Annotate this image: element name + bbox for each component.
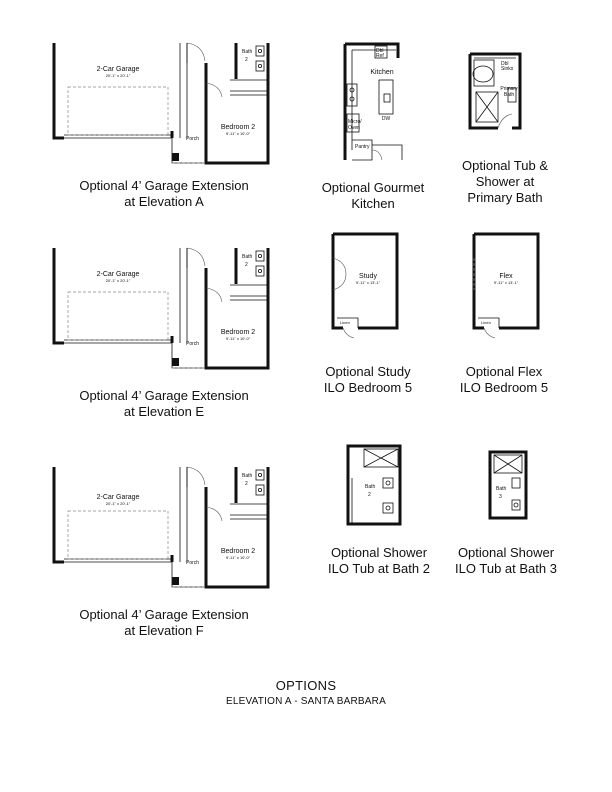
dbl-label: Dbl [376,48,384,54]
flex-plan [474,234,538,338]
porch-label: Porch [186,560,200,566]
bath-label: Bath [503,92,515,98]
bedroom-label: Bedroom 2 [220,124,256,131]
bath-label: Bath [496,486,507,492]
garage-label: 2-Car Garage [96,494,140,501]
study-label: Study [359,273,377,280]
bath-number: 2 [368,492,371,498]
garage-label: 2-Car Garage [96,66,140,73]
bedroom-dimension: 9'-11" x 10'-0" [225,336,251,341]
primary-bath-plan [470,54,520,128]
garage-dimension: 20'-1" x 20'-1" [105,278,131,283]
linen-label: Linen [340,320,350,325]
bath-number: 3 [499,494,502,500]
caption-garage-f: Optional 4’ Garage Extension at Elevation F [79,607,249,638]
primary-label: Primary [500,86,518,92]
sinks-label: Sinks [501,66,514,72]
garage-dimension: 20'-1" x 20'-1" [105,73,131,78]
micro-label: Micro/ [348,119,362,125]
elevation-subtitle: ELEVATION A - SANTA BARBARA [226,696,386,707]
garage-dimension: 20'-1" x 20'-1" [105,501,131,506]
options-title: OPTIONS [275,678,337,693]
bath3-shower-plan [490,452,526,518]
bath-number: 2 [245,57,248,63]
bath-label: Bath [365,484,376,490]
caption-flex: Optional Flex ILO Bedroom 5 [459,364,549,395]
caption-bath2-shower: Optional Shower ILO Tub at Bath 2 [328,545,430,576]
garage-label: 2-Car Garage [96,271,140,278]
kitchen-label: Kitchen [370,69,394,76]
bedroom-dimension: 9'-11" x 10'-0" [225,555,251,560]
caption-garage-e: Optional 4’ Garage Extension at Elevation E [79,388,249,419]
caption-garage-a: Optional 4’ Garage Extension at Elevation A [79,178,249,209]
caption-study: Optional Study ILO Bedroom 5 [323,364,413,395]
caption-gourmet-kitchen: Optional Gourmet Kitchen [321,180,425,211]
bath-number: 2 [245,262,248,268]
ref-label: Ref [376,53,384,59]
bedroom-label: Bedroom 2 [220,548,256,555]
porch-label: Porch [186,136,200,142]
bath2-shower-plan [348,446,400,524]
bedroom-label: Bedroom 2 [220,329,256,336]
oven-label: Oven [348,125,360,131]
garage-extension-elevation-f-plan [54,467,268,587]
dw-label: DW [381,116,391,122]
study-plan [333,234,397,338]
dbl-sinks-label: Dbl [501,61,509,67]
bath-label: Bath [242,254,253,260]
pantry-label: Pantry [355,144,370,150]
linen-label: Linen [481,320,491,325]
study-dimension: 9'-11" x 13'-1" [355,280,381,285]
garage-extension-elevation-e-plan [54,248,268,368]
garage-extension-elevation-a-plan [54,43,268,163]
bedroom-dimension: 9'-11" x 10'-0" [225,131,251,136]
caption-primary-bath: Optional Tub & Shower at Primary Bath [462,158,548,205]
bath-label: Bath [242,473,253,479]
bath-number: 2 [245,481,248,487]
porch-label: Porch [186,341,200,347]
flex-label: Flex [499,273,513,280]
flex-dimension: 9'-11" x 13'-1" [493,280,519,285]
bath-label: Bath [242,49,253,55]
caption-bath3-shower: Optional Shower ILO Tub at Bath 3 [455,545,557,576]
gourmet-kitchen-plan [345,44,402,160]
